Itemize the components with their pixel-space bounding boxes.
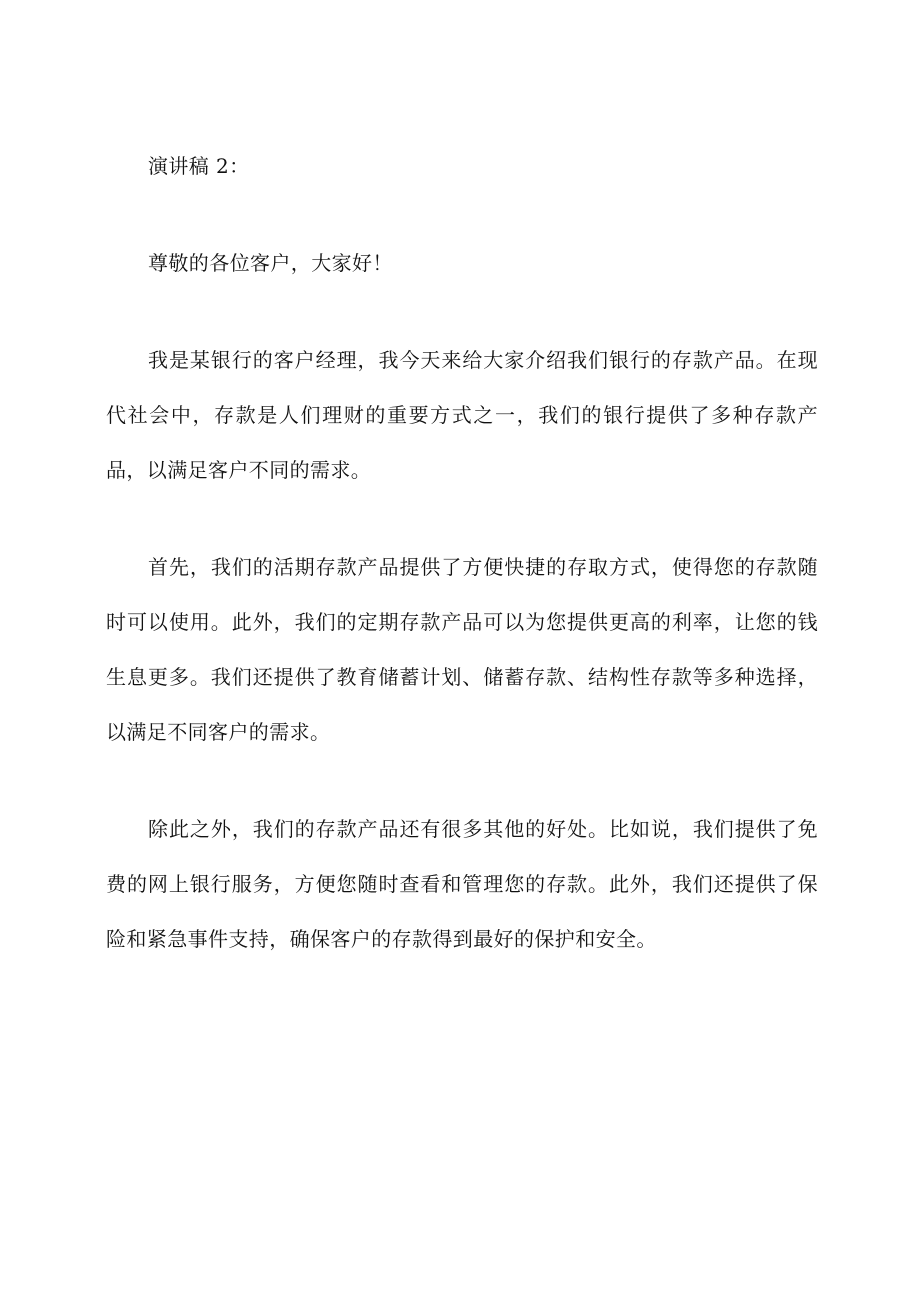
greeting-line: 尊敬的各位客户，大家好！	[148, 251, 393, 275]
speech-title: 演讲稿 2：	[148, 154, 250, 178]
paragraph-benefits: 除此之外，我们的存款产品还有很多其他的好处。比如说，我们提供了免费的网上银行服务，方便您随时查看和管理您的存款。此外，我们还提供了保险和紧急事件支持，确保客户的存款得到最好的保护和安全。	[106, 817, 818, 951]
paragraph-products: 首先，我们的活期存款产品提供了方便快捷的存取方式，使得您的存款随时可以使用。此外，我们的定期存款产品可以为您提供更高的利率，让您的钱生息更多。我们还提供了教育储蓄计划、储蓄存款、结构性存款等多种选择，以满足不同客户的需求。	[106, 555, 818, 744]
document-body	[106, 139, 818, 967]
paragraph-intro: 我是某银行的客户经理，我今天来给大家介绍我们银行的存款产品。在现代社会中，存款是人们理财的重要方式之一，我们的银行提供了多种存款产品，以满足客户不同的需求。	[106, 348, 818, 482]
